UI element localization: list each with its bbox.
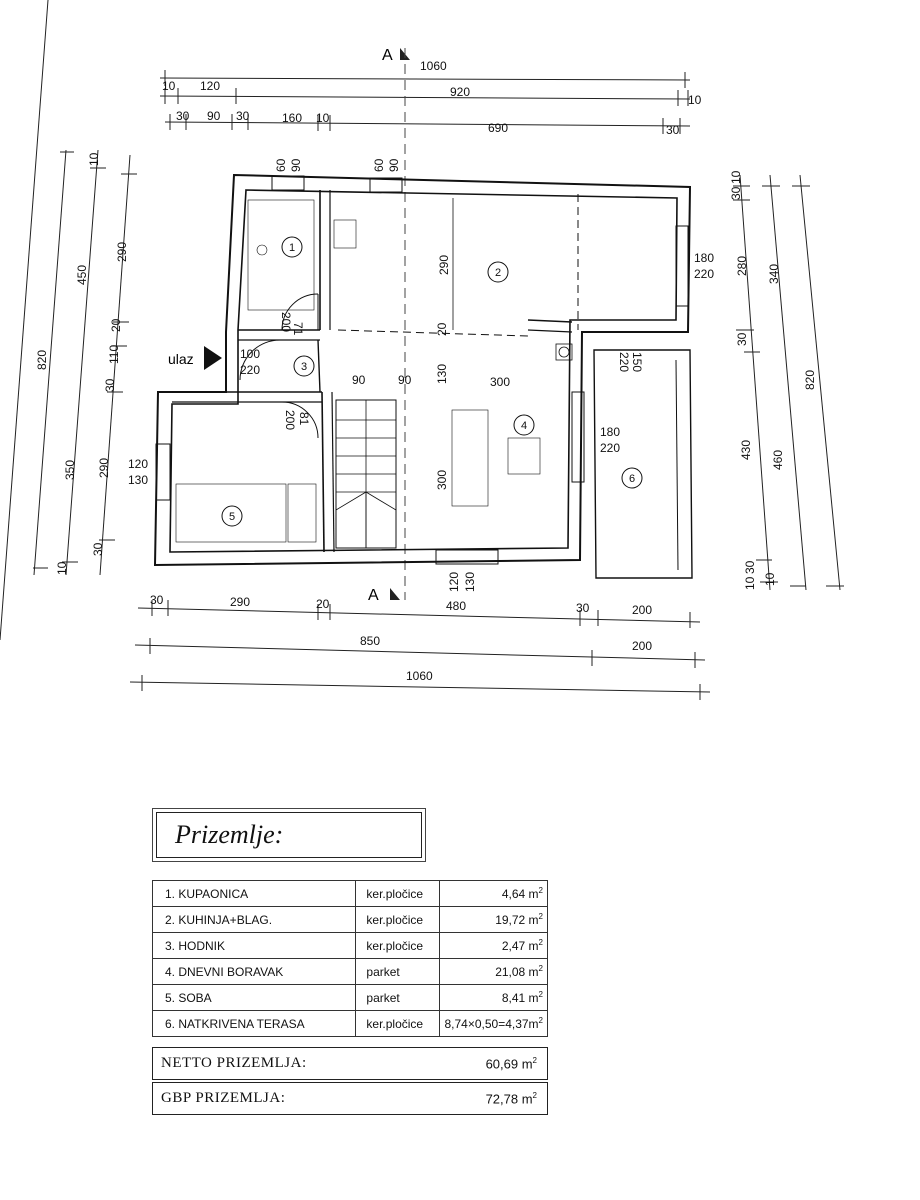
room-number-5: 5 — [229, 511, 236, 523]
svg-text:150: 150 — [630, 352, 644, 373]
svg-text:100: 100 — [240, 347, 261, 361]
room-material: ker.pločice — [356, 907, 440, 933]
dim-top-r3-6: 690 — [488, 121, 509, 135]
room-number-1: 1 — [289, 242, 296, 254]
room-number-3: 3 — [301, 361, 308, 373]
table-row — [153, 985, 548, 1011]
entrance-label: ulaz — [168, 351, 194, 367]
netto-row — [152, 1047, 548, 1080]
svg-text:20: 20 — [435, 322, 449, 336]
section-mark-bottom: A — [368, 587, 379, 604]
svg-text:300: 300 — [435, 469, 449, 490]
dim-right-5: 430 — [739, 439, 753, 460]
room-number-2: 2 — [495, 267, 502, 279]
svg-text:130: 130 — [435, 363, 449, 384]
dim-left-4: 10 — [55, 561, 69, 575]
dim-left-3: 350 — [63, 459, 77, 480]
dim-left-2: 450 — [75, 264, 89, 285]
dim-bottom-r1-5: 30 — [576, 601, 590, 615]
top-dimensions — [160, 70, 690, 134]
gbp-label: GBP PRIZEMLJA: — [161, 1090, 286, 1106]
table-row — [153, 1011, 548, 1037]
svg-text:180: 180 — [694, 251, 715, 265]
sheet-border — [0, 0, 48, 640]
room-name: 1. KUPAONICA — [153, 881, 356, 907]
dim-top-r3-2: 90 — [207, 109, 221, 123]
dim-top-r2-4: 10 — [688, 93, 702, 107]
room-name: 5. SOBA — [153, 985, 356, 1011]
svg-text:300: 300 — [490, 375, 511, 389]
gbp-value: 72,78 $m^2$ — [485, 1090, 537, 1107]
svg-text:90: 90 — [398, 373, 412, 387]
svg-text:220: 220 — [240, 363, 261, 377]
dim-bottom-r1-1: 30 — [150, 593, 164, 607]
room-markers — [222, 237, 642, 526]
svg-text:220: 220 — [617, 352, 631, 373]
svg-text:220: 220 — [600, 441, 621, 455]
dim-right-7: 10 — [743, 576, 757, 590]
dim-top-r3-5: 10 — [316, 111, 330, 125]
room-area: 21,08 $m^2$ — [440, 959, 548, 985]
dim-left-5: 290 — [115, 241, 129, 262]
table-row — [153, 907, 548, 933]
room-area: 19,72 $m^2$ — [440, 907, 548, 933]
svg-text:290: 290 — [437, 254, 451, 275]
dim-bottom-r2-2: 200 — [632, 639, 653, 653]
room-material: ker.pločice — [356, 881, 440, 907]
dim-bottom-r1-4: 480 — [446, 599, 467, 613]
room-area: 2,47 $m^2$ — [440, 933, 548, 959]
dim-right-2: 30 — [729, 186, 743, 200]
dim-bottom-r1-3: 20 — [316, 597, 330, 611]
room-material: parket — [356, 985, 440, 1011]
dim-left-6: 20 — [109, 318, 123, 332]
walls — [155, 175, 692, 578]
svg-text:90: 90 — [289, 158, 303, 172]
section-mark-top: A — [382, 47, 393, 64]
svg-text:71: 71 — [291, 322, 305, 336]
room-material: ker.pločice — [356, 933, 440, 959]
dim-left-9: 290 — [97, 457, 111, 478]
dim-bottom-r1-6: 200 — [632, 603, 653, 617]
bottom-dimensions — [130, 600, 710, 700]
dim-left-1: 820 — [35, 349, 49, 370]
svg-text:130: 130 — [463, 571, 477, 592]
netto-value: 60,69 $m^2$ — [485, 1055, 537, 1072]
svg-text:120: 120 — [447, 571, 461, 592]
dim-right-9: 460 — [771, 449, 785, 470]
room-area: 8,41 $m^2$ — [440, 985, 548, 1011]
dim-top-r2-1: 10 — [162, 79, 176, 93]
interior-dimensions — [128, 158, 714, 592]
svg-text:90: 90 — [387, 158, 401, 172]
svg-text:60: 60 — [372, 158, 386, 172]
table-row — [153, 881, 548, 907]
dim-right-1: 10 — [729, 170, 743, 184]
room-schedule — [152, 812, 552, 1115]
dim-right-11: 10 — [763, 572, 777, 586]
svg-text:220: 220 — [694, 267, 715, 281]
entrance-arrow-icon — [204, 346, 222, 370]
svg-text:60: 60 — [274, 158, 288, 172]
dim-bottom-overall: 1060 — [406, 669, 433, 683]
room-area: 4,64 $m^2$ — [440, 881, 548, 907]
section-arrow-bottom — [390, 588, 400, 600]
netto-label: NETTO PRIZEMLJA: — [161, 1055, 307, 1071]
svg-text:90: 90 — [352, 373, 366, 387]
dim-bottom-r2-1: 850 — [360, 634, 381, 648]
svg-text:130: 130 — [128, 473, 149, 487]
room-material: parket — [356, 959, 440, 985]
dim-top-r3-3: 30 — [236, 109, 250, 123]
dim-top-r2-3: 920 — [450, 85, 471, 99]
table-row — [153, 933, 548, 959]
dim-right-6: 30 — [743, 560, 757, 574]
svg-text:200: 200 — [279, 312, 293, 333]
schedule-title: Prizemlje: — [175, 820, 284, 849]
room-material: ker.pločice — [356, 1011, 440, 1037]
dim-top-r2-2: 120 — [200, 79, 221, 93]
dim-left-11: 10 — [87, 152, 101, 166]
svg-text:180: 180 — [600, 425, 621, 439]
room-name: 6. NATKRIVENA TERASA — [153, 1011, 356, 1037]
room-name: 4. DNEVNI BORAVAK — [153, 959, 356, 985]
dim-bottom-r1-2: 290 — [230, 595, 251, 609]
room-number-6: 6 — [629, 473, 636, 485]
dim-left-7: 110 — [107, 344, 121, 364]
dim-left-10: 30 — [91, 542, 105, 556]
room-area: $8,74\times 0,50=4,37m^2$ — [440, 1011, 548, 1037]
room-name: 2. KUHINJA+BLAG. — [153, 907, 356, 933]
dim-right-10: 820 — [803, 369, 817, 390]
schedule-title-box — [156, 812, 422, 858]
gbp-row — [152, 1082, 548, 1115]
room-table — [152, 880, 548, 1037]
right-dimensions — [733, 175, 844, 590]
dim-left-8: 30 — [103, 378, 117, 392]
room-name: 3. HODNIK — [153, 933, 356, 959]
svg-text:200: 200 — [283, 410, 297, 431]
svg-text:120: 120 — [128, 457, 149, 471]
dim-top-r3-7: 30 — [666, 123, 680, 137]
room-number-4: 4 — [521, 420, 528, 432]
dim-overall-top: 1060 — [420, 59, 447, 73]
dim-top-r3-4: 160 — [282, 111, 303, 125]
dim-top-r3-1: 30 — [176, 109, 190, 123]
svg-text:81: 81 — [297, 412, 311, 426]
dim-right-4: 30 — [735, 332, 749, 346]
dim-right-3: 280 — [735, 255, 749, 276]
dim-right-8: 340 — [767, 263, 781, 284]
table-row — [153, 959, 548, 985]
